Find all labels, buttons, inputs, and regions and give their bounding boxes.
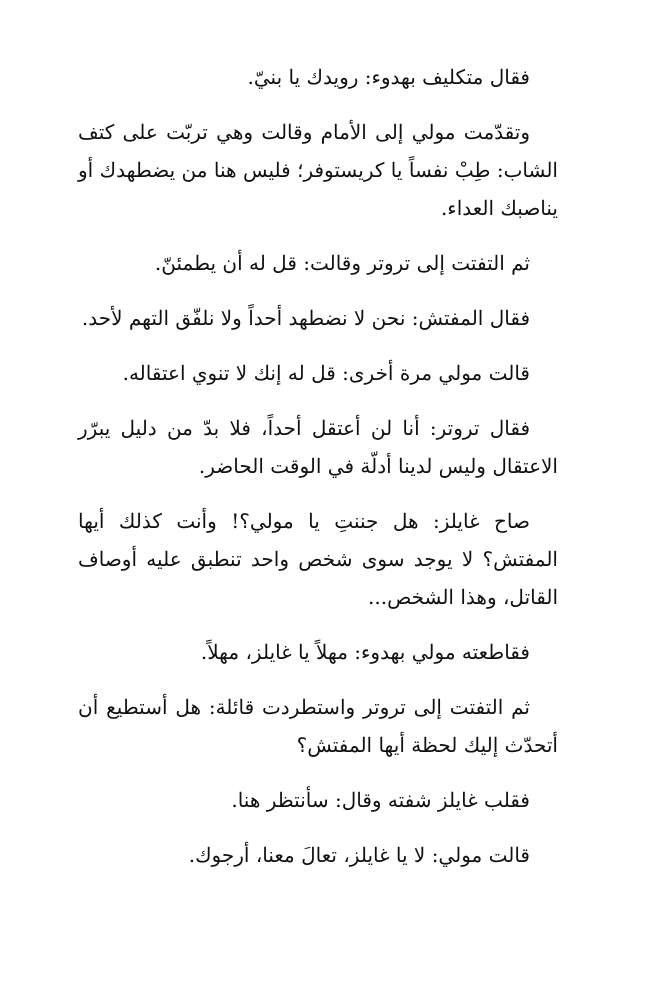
paragraph: وتقدّمت مولي إلى الأمام وقالت وهي تربّت على كتف الشاب: طِبْ نفساً يا كريستوفر؛ فليس هنا من يضطهدك أو يناصبك العداء. (78, 120, 558, 220)
paragraph: فقال تروتر: أنا لن أعتقل أحداً، فلا بدّ من دليل يبرّر الاعتقال وليس لدينا أدلّة في الوقت الحاضر. (78, 416, 558, 478)
paragraph: ثم التفتت إلى تروتر واستطردت قائلة: هل أستطيع أن أتحدّث إليك لحظة أيها المفتش؟ (78, 695, 558, 757)
book-page (78, 58, 558, 891)
paragraph: قالت مولي مرة أخرى: قل له إنك لا تنوي اعتقاله. (122, 361, 530, 385)
paragraph: ثم التفتت إلى تروتر وقالت: قل له أن يطمئنّ. (154, 251, 530, 275)
paragraph: فقال متكليف بهدوء: رويدك يا بنيّ. (247, 65, 530, 89)
paragraph: فقلب غايلز شفته وقال: سأنتظر هنا. (231, 788, 530, 812)
paragraph: فقال المفتش: نحن لا نضطهد أحداً ولا نلفّق التهم لأحد. (81, 306, 530, 330)
paragraph: فقاطعته مولي بهدوء: مهلاً يا غايلز، مهلاً. (200, 640, 530, 664)
paragraph: قالت مولي: لا يا غايلز، تعالَ معنا، أرجوك. (188, 843, 530, 867)
paragraph: صاح غايلز: هل جننتِ يا مولي؟! وأنت كذلك أيها المفتش؟ لا يوجد سوى شخص واحد تنطبق عليه أوصاف القاتل، وهذا الشخص... (78, 509, 558, 609)
